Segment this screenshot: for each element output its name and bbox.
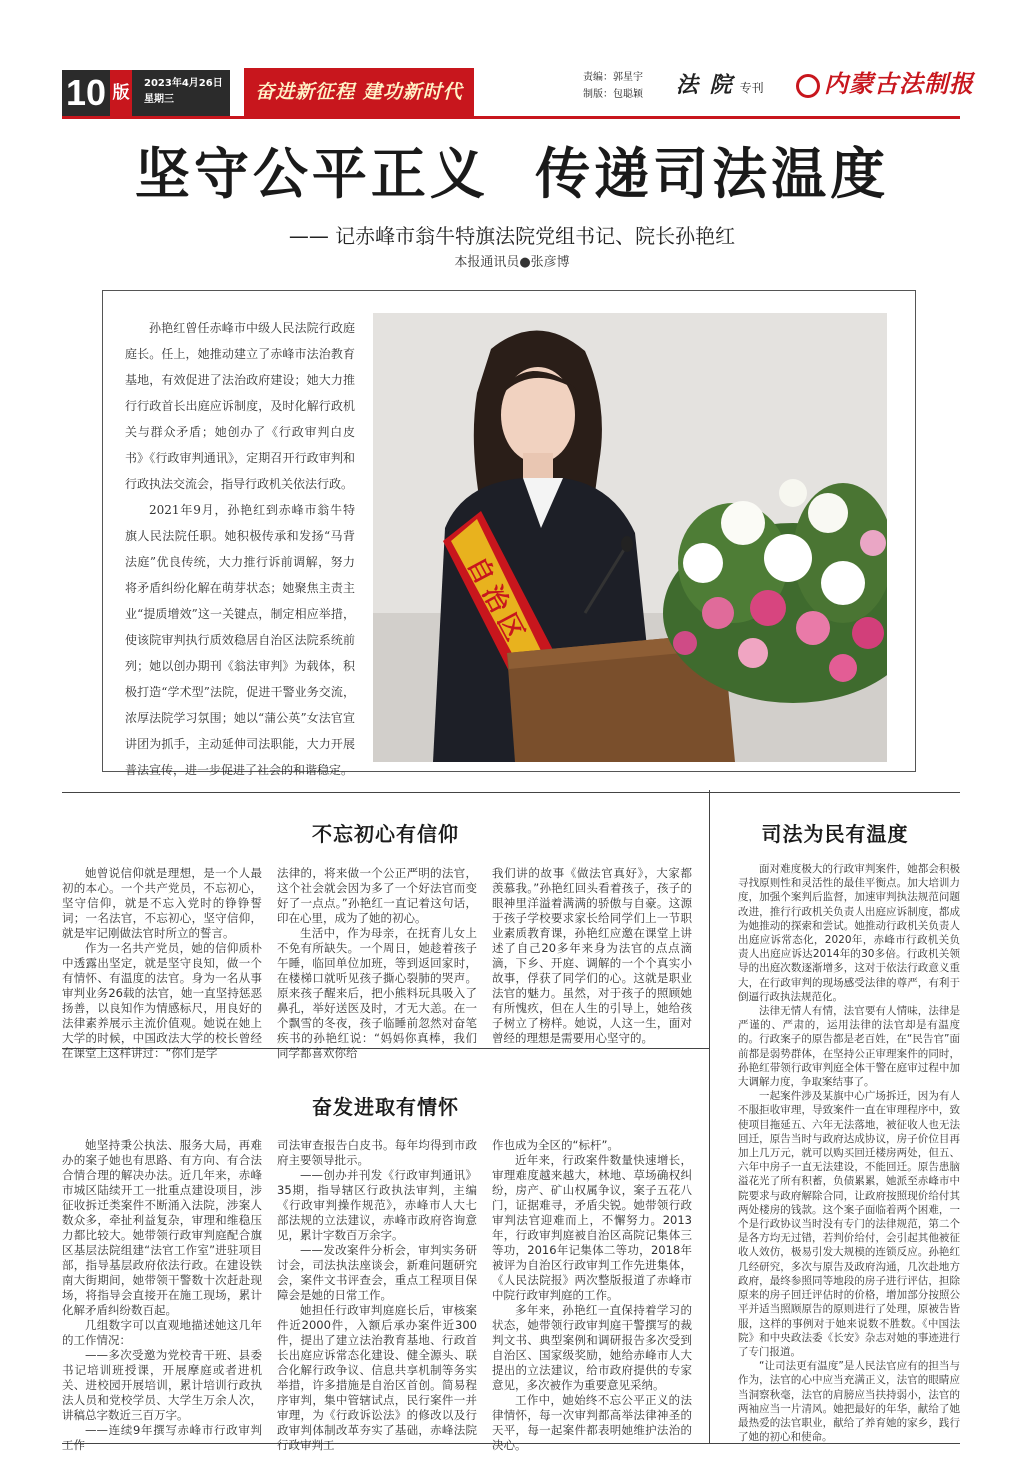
editor-info	[583, 70, 643, 103]
newspaper-masthead	[796, 69, 974, 98]
section-heading: 司法为民有温度	[761, 822, 909, 846]
body-paragraph: 一起案件涉及某旗中心广场拆迁，因为有人不服拒收审理，导致案件一直在审理程序中，致使项目拖延五、六年无法落地，被征收人也无法回迁，原告当时与政府达成协议，房子价位目再加上几万元，就可以购买回迁楼房两处，但五、六年中房子一直无法建设，不能回迁。原告患脑溢花光了所有积蓄，负债累累，她派至赤峰市中院要求与政府解除合同，让政府按照现价给付其两处楼房的钱款。这个案子面临着两个困难，一个是行政协议当时没有专门的法律规范，第二个是各方均无过错，若判价给付，会引起其他被征收人效仿，极易引发大规模的连锁反应。孙艳红几经研究，多次与原告及政府沟通，几次赴地方政府，最终参照同等地段的房子进行评估，担除原来的房子回迁评估时的价格，增加部分按照公平并适当照顾原告的原则进行了处理，原被告皆服，这样的事例对于她来说数不胜数。《中国法院》和中央政法委《长安》杂志对她的事迹进行了专门报道。	[738, 1090, 960, 1358]
article-subtitle: —— 记赤峰市翁牛特旗法院党组书记、院长孙艳红	[288, 224, 736, 248]
body-paragraph: 几组数字可以直观地描述她这几年的工作情况：	[62, 1318, 262, 1347]
body-paragraph: 司法审查报告白皮书。每年均得到市政府主要领导批示。	[277, 1138, 477, 1167]
section2-column-1	[62, 1138, 262, 1453]
section-divider	[62, 792, 709, 793]
section1-column-3	[492, 866, 692, 1046]
body-paragraph: ——创办并刊发《行政审判通讯》35期，指导辖区行政执法审判，主编《行政审判操作规范》，赤峰市人大七部法规的立法建议，赤峰市政府咨询意见，累计字数百万余字。	[277, 1168, 477, 1242]
column-suffix: 专刊	[739, 81, 764, 95]
slogan-banner: 奋进新征程 建功新时代	[244, 68, 474, 116]
body-paragraph: 面对难度极大的行政审判案件，她都会积极寻找原则性和灵活性的最佳平衡点。加大培训力度，加强个案判后监督，加速审判执法规范问题改进，推行行政机关负责人出庭应诉制度，都成为她推动的探索和尝试。她推动行政机关负责人出庭应诉常态化，2020年，赤峰市行政机关负责人出庭应诉达2014年的30多倍。行政机关领导的出庭次数逐渐增多，这对于依法行政意义重大，在行政审判的现场感受法律的尊严，有利于倒逼行政执法规范化。	[738, 863, 960, 1003]
body-paragraph: ——发改案件分析会，审判实务研讨会，司法执法座谈会，新难问题研究会，案件文书评查会，重点工程项目保障会是她的日常工作。	[277, 1243, 477, 1302]
article-title: 坚守公平正义 传递司法温度	[134, 141, 890, 206]
newspaper-logo-icon	[796, 74, 820, 98]
body-paragraph: 我们讲的故事《做法官真好》，大家都羡慕我。”孙艳红回头看着孩子，孩子的眼神里洋溢着满满的骄傲与自豪。这源于孩子学校要求家长给同学们上一节职业素质教育课，孙艳红应邀在课堂上讲述了自己20多年来身为法官的点点滴滴，下乡、开庭、调解的一个个真实小故事，俘获了同学们的心。这就是职业法官的魅力。虽然，对于孩子的照顾她有所愧疚，但在人生的引导上，她给孩子树立了榜样。她说，人这一生，面对曾经的理想是需要用心坚守的。	[492, 866, 692, 1045]
section-heading: 奋发进取有情怀	[312, 1095, 459, 1119]
sash-text: 自治区	[460, 552, 533, 652]
speaker-illustration	[373, 313, 887, 762]
section1-column-2	[277, 866, 477, 1061]
section2-column-3	[492, 1138, 692, 1453]
newspaper-name: 内蒙古法制报	[824, 69, 974, 98]
body-paragraph: 工作中，她始终不忘公平正义的法律情怀，每一次审判都高举法律神圣的天平，每一起案件都表明她维护法治的决心。	[492, 1393, 692, 1452]
issue-date: 2023年4月26日	[144, 78, 223, 89]
body-paragraph: ——多次受邀为党校青干班、县委书记培训班授课，开展摩庭或者进机关、进校园开展培训，累计培训行政执法人员和党校学员、大学生万余人次，讲稿总字数近三百万字。	[62, 1348, 262, 1422]
body-paragraph: 法律的，将来做一个公正严明的法官，这个社会就会因为多了一个好法官而变好了一点点。”孙艳红一直记着这句话，印在心里，成为了她的初心。	[277, 866, 477, 925]
article-byline: 本报通讯员●张彦博	[454, 255, 570, 270]
intro-paragraph: 孙艳红曾任赤峰市中级人民法院行政庭庭长。任上，她推动建立了赤峰市法治教育基地，有效促进了法治政府建设；她大力推行行政首长出庭应诉制度，及时化解行政机关与群众矛盾；她创办了《行政审判白皮书》《行政审判通讯》，定期召开行政审判和行政执法交流会，指导行政机关依法行政。	[125, 321, 355, 491]
column-name	[676, 74, 764, 96]
date-box	[132, 70, 230, 116]
portrait-photo	[373, 313, 887, 762]
body-paragraph: 生活中，作为母亲，在抚育儿女上不免有所缺失。一个周日，她趁着孩子午睡，临回单位加班，等到返回家时，在楼梯口就听见孩子撕心裂肺的哭声。原来孩子醒来后，把小熊料玩具吸入了鼻孔，举好送医及时，才无大恙。在一个飘雪的冬夜，孩子临睡前忽然对奋笔疾书的孙艳红说：“妈妈你真棒，我们同学都喜欢你给	[277, 926, 477, 1060]
body-paragraph: “让司法更有温度”是人民法官应有的担当与作为，法官的心中应当充满正义，法官的眼睛应当洞察秋毫，法官的肩膀应当扶持弱小，法官的两袖应当一片清风。她把最好的年华，献给了她最热爱的法官职业，献给了养育她的家乡，践行了她的初心和使命。	[738, 1360, 960, 1444]
body-paragraph: 法律无情人有情，法官要有人情味，法律是严谨的、严肃的，运用法律的法官却是有温度的。行政案子的原告都是老百姓，在“民告官”面前都是弱势群体，在坚持公正审理案件的同时，孙艳红带领行政审判庭全体干警在庭审过程中加大调解力度，争取案结事了。	[738, 1005, 960, 1089]
column-title: 法 院	[676, 72, 734, 98]
section-divider	[710, 792, 960, 793]
intro-text	[125, 315, 355, 783]
column-divider	[709, 790, 710, 1444]
body-paragraph: 近年来，行政案件数量快速增长，审理难度越来越大，林地、草场确权纠纷，房产、矿山权属争议，案子五花八门，证据难寻，矛盾尖锐。她带领行政审判法官迎难而上，不懈努力。2013年，行政审判庭被自治区高院记集体三等功，2016年记集体二等功，2018年被评为自治区行政审判工作先进集体，《人民法院报》两次整版报道了赤峰市中院行政审判庭的工作。	[492, 1153, 692, 1302]
section3-column	[738, 862, 960, 1444]
section-heading: 不忘初心有信仰	[312, 822, 459, 846]
body-paragraph: 她坚持秉公执法、服务大局，再难办的案子她也有思路、有方向、有合法合情合理的解决办法。近几年来，赤峰市城区陆续开工一批重点建设项目，涉征收拆迁类案件不断涌入法院，涉案人数众多，牵扯利益复杂，审理和维稳压力都比较大。她带领行政审判庭配合旗区基层法院组建“法官工作室”进驻项目部，指导基层政府依法行政。在建设铁南大街期间，她带领干警数十次赶赴现场，将指导会直接开在施工现场，累计化解矛盾纠纷数百起。	[62, 1138, 262, 1317]
page-suffix: 版	[110, 70, 132, 116]
section2-column-2	[277, 1138, 477, 1453]
intro-paragraph: 2021年9月，孙艳红到赤峰市翁牛特旗人民法院任职。她积极传承和发扬“马背法庭”优良传统，大力推行诉前调解，努力将矛盾纠纷化解在萌芽状态；她聚焦主责主业“提质增效”这一关键点，制定相应举措，使该院审判执行质效稳居自治区法院系统前列；她以创办期刊《翁法审判》为载体，积极打造“学术型”法院，促进干警业务交流，浓厚法院学习氛围；她以“蒲公英”女法官宣讲团为抓手，主动延伸司法职能，大力开展普法宣传，进一步促进了社会的和谐稳定。	[125, 503, 355, 777]
body-paragraph: 作也成为全区的“标杆”。	[492, 1138, 619, 1152]
body-paragraph: 她担任行政审判庭庭长后，审核案件近2000件，入额后承办案件近300件，提出了建立法治教育基地、行政首长出庭应诉常态化建设、健全源头、联合化解行政争议、信息共享机制等务实举措，许多措施是自治区首创。简易程序审判，集中管辖试点，民行案件一并审理，为《行政诉讼法》的修改以及行政审判体制改革夯实了基础，赤峰法院行政审判工	[277, 1303, 477, 1452]
editor: 责编：郭星宇	[583, 72, 643, 83]
page-number: 10	[62, 70, 110, 116]
producer: 制版：包聪颖	[583, 88, 643, 100]
issue-weekday: 星期三	[144, 94, 174, 105]
body-paragraph: ——连续9年撰写赤峰市行政审判工作	[62, 1423, 262, 1452]
body-paragraph: 作为一名共产党员，她的信仰质朴中透露出坚定，就是坚守良知，做一个有情怀、有温度的法官。身为一名从事审判业务26载的法官，她一直坚持惩恶扬善，以良知作为情感标尺，用良好的法律素养展示主流价值观。她说在她上大学的时候，中国政法大学的校长曾经在课堂上这样讲过：“你们是学	[62, 941, 262, 1060]
body-paragraph: 多年来，孙艳红一直保持着学习的状态，她带领行政审判庭干警撰写的裁判文书、典型案例和调研报告多次受到自治区、国家级奖励，她给赤峰市人大提出的立法建议，给市政府提供的专家意见，多次被作为重要意见采纳。	[492, 1303, 692, 1392]
section1-column-1	[62, 866, 262, 1061]
header-rule	[62, 116, 960, 119]
body-paragraph: 她曾说信仰就是理想，是一个人最初的本心。一个共产党员，不忘初心，坚守信仰，就是不忘入党时的铮铮誓词；一名法官，不忘初心，坚守信仰，就是牢记刚做法官时所立的誓言。	[62, 866, 262, 940]
